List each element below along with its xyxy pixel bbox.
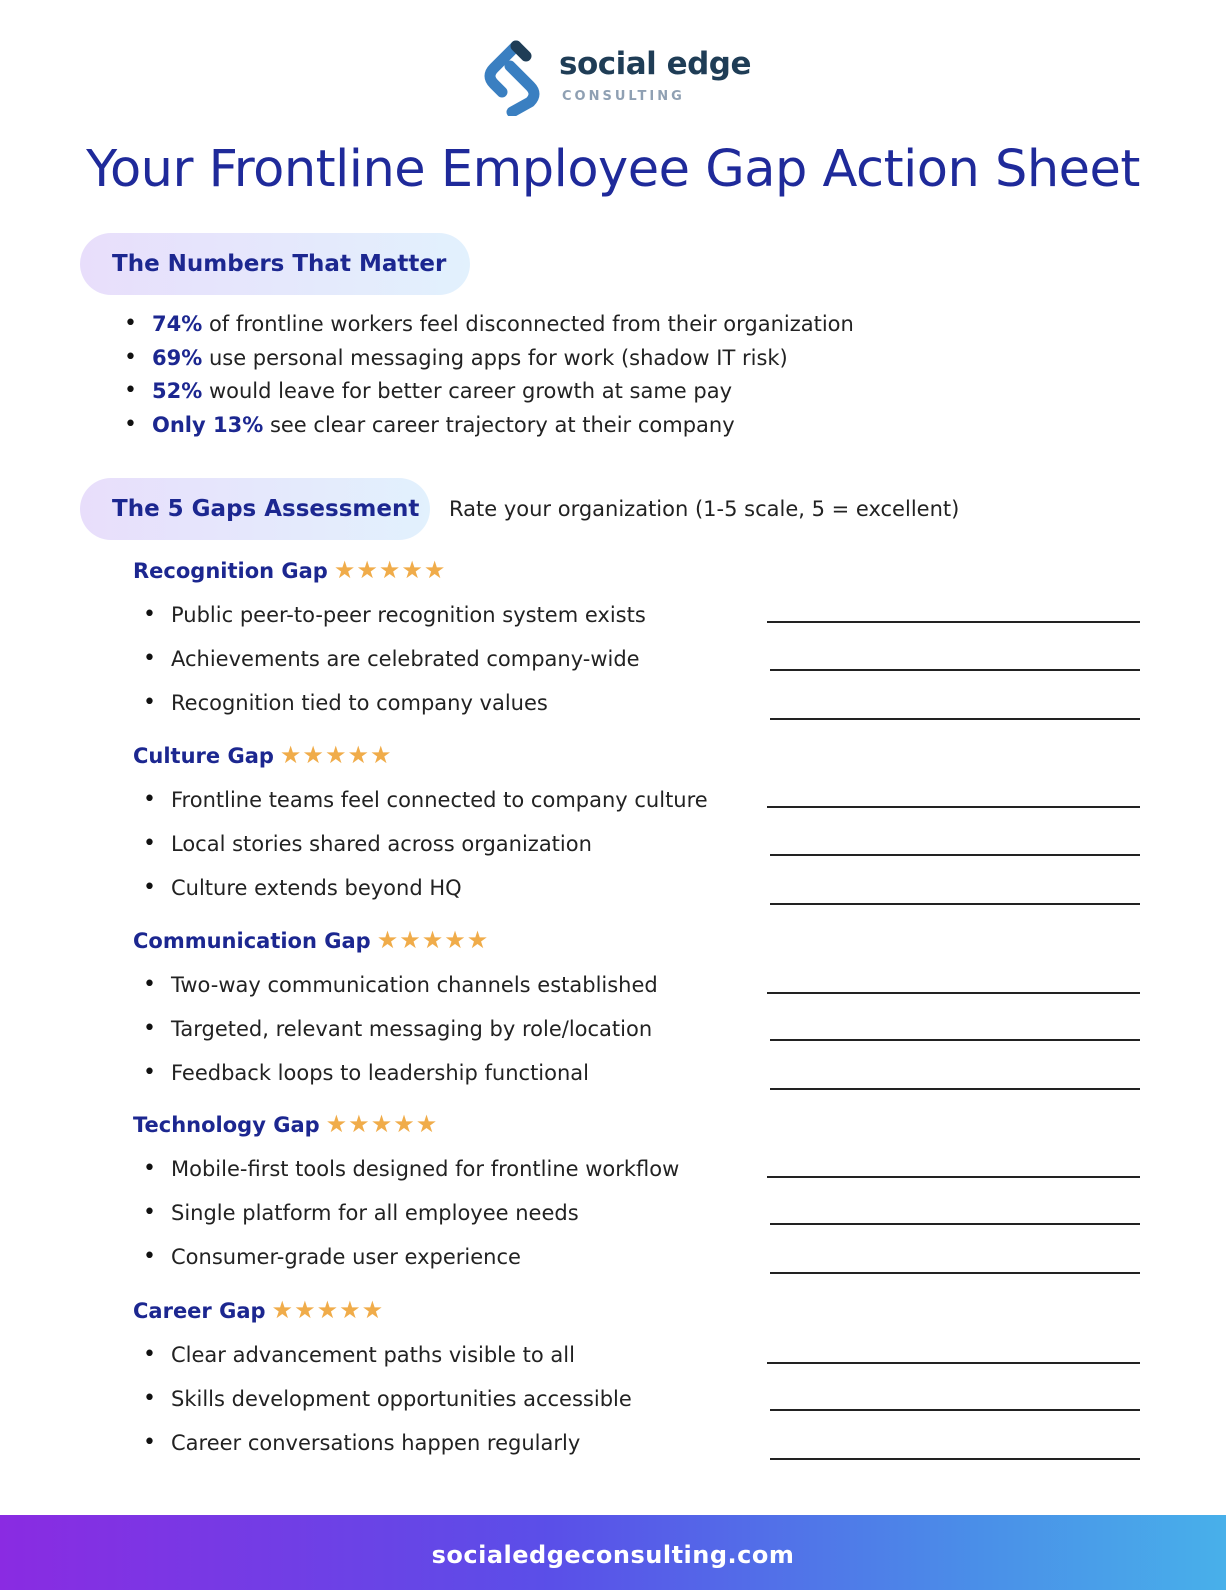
stat-item bbox=[124, 346, 854, 380]
rating-answer-line[interactable] bbox=[770, 1088, 1140, 1090]
rating-answer-line[interactable] bbox=[770, 1458, 1140, 1460]
rating-answer-line[interactable] bbox=[770, 1272, 1140, 1274]
gap-item: • Clear advancement paths visible to all bbox=[143, 1343, 575, 1367]
stat-item bbox=[124, 413, 854, 447]
assessment-instruction: Rate your organization (1-5 scale, 5 = excellent) bbox=[449, 497, 960, 521]
rating-answer-line[interactable] bbox=[770, 1223, 1140, 1225]
gap-item: • Targeted, relevant messaging by role/location bbox=[143, 1017, 652, 1041]
gap-item: • Achievements are celebrated company-wide bbox=[143, 647, 640, 671]
rating-answer-line[interactable] bbox=[770, 669, 1140, 671]
gap-title: Recognition Gap bbox=[133, 559, 328, 583]
rating-answer-line[interactable] bbox=[767, 806, 1140, 808]
stat-text: use personal messaging apps for work (shadow IT risk) bbox=[202, 345, 788, 370]
logo-mark-icon bbox=[480, 40, 550, 116]
gap-item: • Recognition tied to company values bbox=[143, 691, 548, 715]
assessment-section-heading: The 5 Gaps Assessment bbox=[80, 478, 430, 540]
star-rating-icon: ★★★★★ bbox=[325, 1110, 439, 1138]
star-rating-icon: ★★★★★ bbox=[333, 556, 447, 584]
stat-value: 74% bbox=[152, 312, 203, 336]
rating-answer-line[interactable] bbox=[770, 854, 1140, 856]
rating-answer-line[interactable] bbox=[770, 903, 1140, 905]
logo bbox=[480, 40, 750, 116]
gap-item: • Public peer-to-peer recognition system exists bbox=[143, 603, 646, 627]
rating-answer-line[interactable] bbox=[767, 1176, 1140, 1178]
footer-url-link[interactable]: socialedgeconsulting.com bbox=[0, 1515, 1226, 1590]
star-rating-icon: ★★★★★ bbox=[271, 1296, 385, 1324]
gap-item: • Consumer-grade user experience bbox=[143, 1245, 521, 1269]
page-title: Your Frontline Employee Gap Action Sheet bbox=[86, 140, 1140, 199]
gap-item: • Two-way communication channels established bbox=[143, 973, 658, 997]
gap-item: • Skills development opportunities accessible bbox=[143, 1387, 632, 1411]
logo-subtitle: CONSULTING bbox=[562, 89, 685, 104]
gap-item: • Career conversations happen regularly bbox=[143, 1431, 580, 1455]
gap-item: • Mobile-first tools designed for frontline workflow bbox=[143, 1157, 679, 1181]
stat-text: would leave for better career growth at same pay bbox=[202, 379, 733, 403]
stats-list bbox=[124, 312, 854, 446]
rating-answer-line[interactable] bbox=[770, 1039, 1140, 1041]
gap-heading-recognition bbox=[133, 556, 446, 584]
gap-item: • Single platform for all employee needs bbox=[143, 1201, 579, 1225]
rating-answer-line[interactable] bbox=[767, 992, 1140, 994]
gap-item: • Frontline teams feel connected to company culture bbox=[143, 788, 708, 812]
stat-value: Only 13% bbox=[152, 412, 264, 437]
gap-title: Culture Gap bbox=[133, 744, 274, 768]
rating-answer-line[interactable] bbox=[767, 1362, 1140, 1364]
stat-value: 69% bbox=[152, 345, 203, 370]
rating-answer-line[interactable] bbox=[767, 621, 1140, 623]
gap-item: • Local stories shared across organization bbox=[143, 832, 592, 856]
gap-heading-career bbox=[133, 1296, 384, 1324]
stat-text: see clear career trajectory at their company bbox=[263, 412, 735, 437]
rating-answer-line[interactable] bbox=[770, 1409, 1140, 1411]
gap-heading-communication bbox=[133, 926, 489, 954]
star-rating-icon: ★★★★★ bbox=[376, 926, 490, 954]
gap-item: • Culture extends beyond HQ bbox=[143, 876, 462, 900]
rating-answer-line[interactable] bbox=[770, 718, 1140, 720]
gap-item: • Feedback loops to leadership functional bbox=[143, 1061, 589, 1085]
gap-title: Communication Gap bbox=[133, 929, 371, 953]
stat-value: 52% bbox=[152, 379, 203, 403]
gap-title: Career Gap bbox=[133, 1299, 266, 1323]
gap-heading-technology bbox=[133, 1110, 438, 1138]
numbers-section-heading: The Numbers That Matter bbox=[80, 233, 470, 295]
stat-item bbox=[124, 312, 854, 346]
logo-name: social edge bbox=[559, 46, 752, 82]
stat-text: of frontline workers feel disconnected from their organization bbox=[202, 312, 854, 336]
gap-title: Technology Gap bbox=[133, 1113, 320, 1137]
star-rating-icon: ★★★★★ bbox=[279, 741, 393, 769]
gap-heading-culture bbox=[133, 741, 392, 769]
stat-item bbox=[124, 379, 854, 413]
